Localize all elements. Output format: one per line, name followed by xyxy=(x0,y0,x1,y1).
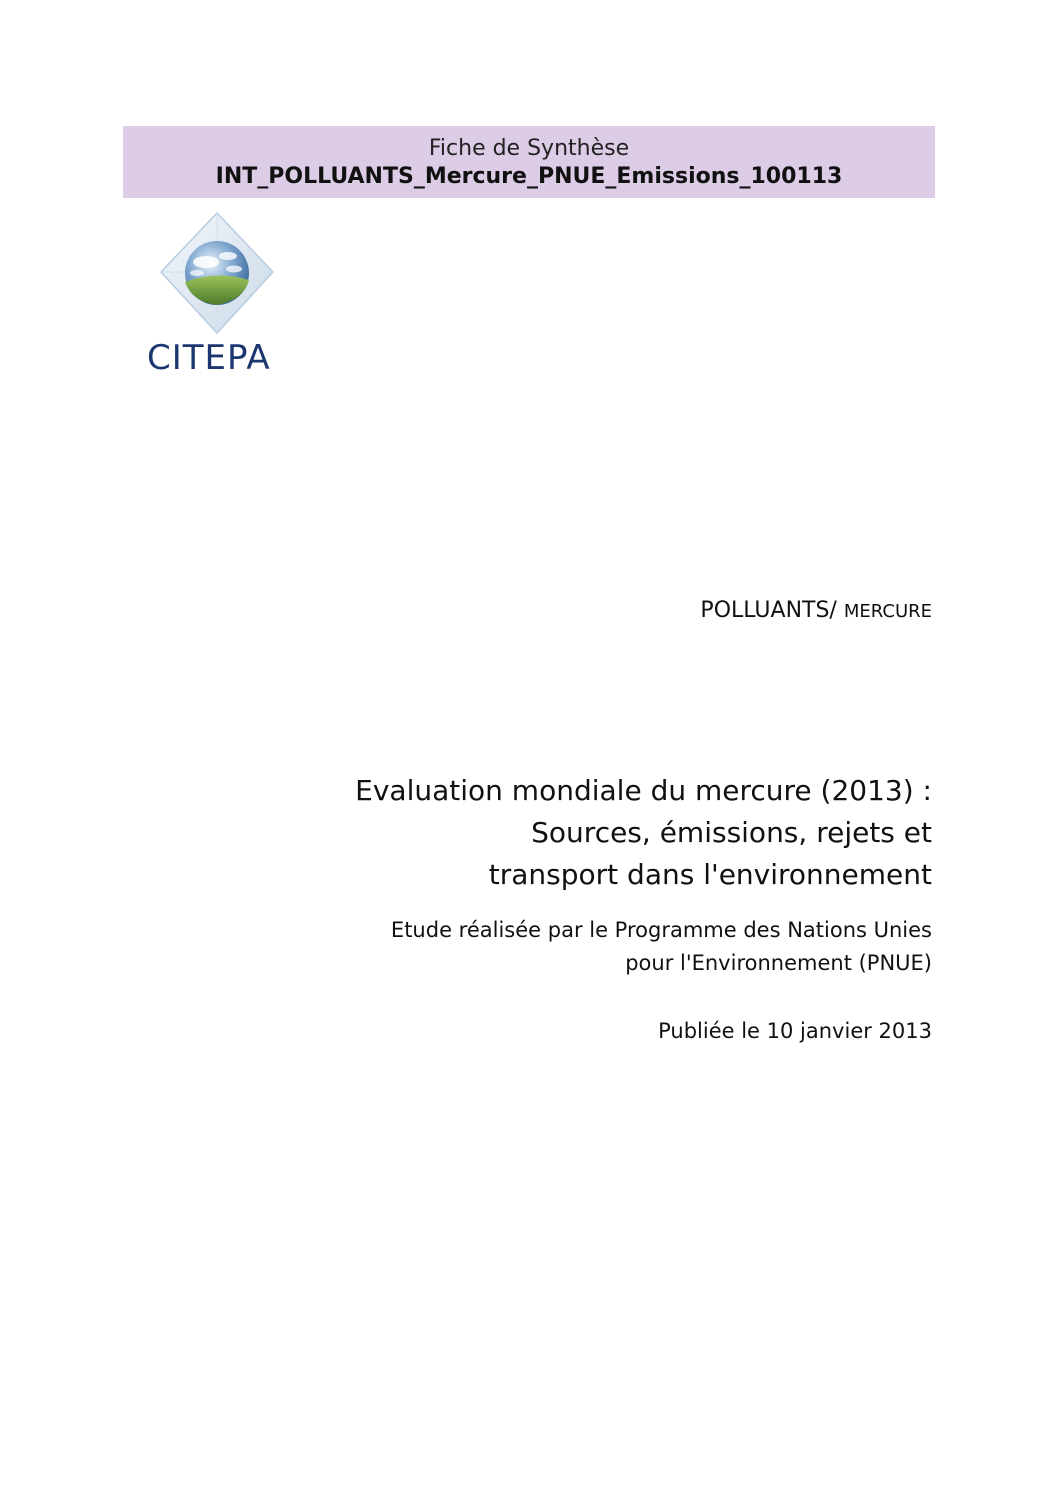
publication-date: Publiée le 10 janvier 2013 xyxy=(658,1019,932,1043)
logo-wordmark: CITEPA xyxy=(147,338,271,378)
header-band xyxy=(123,126,935,198)
study-line: Etude réalisée par le Programme des Nations Unies xyxy=(390,918,932,942)
header-subtitle: Fiche de Synthèse xyxy=(428,136,630,161)
study-line: pour l'Environnement (PNUE) xyxy=(625,951,932,975)
study-credit xyxy=(391,914,932,980)
category-sub: MERCURE xyxy=(843,601,932,622)
category-label xyxy=(700,597,932,626)
citepa-logo xyxy=(140,210,310,380)
category-main: POLLUANTS/ xyxy=(700,598,837,623)
globe-diamond-icon xyxy=(140,210,310,340)
document-title xyxy=(355,770,932,896)
title-line: transport dans l'environnement xyxy=(488,858,932,891)
title-line: Sources, émissions, rejets et xyxy=(531,816,932,849)
document-reference: INT_POLLUANTS_Mercure_PNUE_Emissions_100113 xyxy=(215,164,843,189)
title-line: Evaluation mondiale du mercure (2013) : xyxy=(355,774,932,807)
